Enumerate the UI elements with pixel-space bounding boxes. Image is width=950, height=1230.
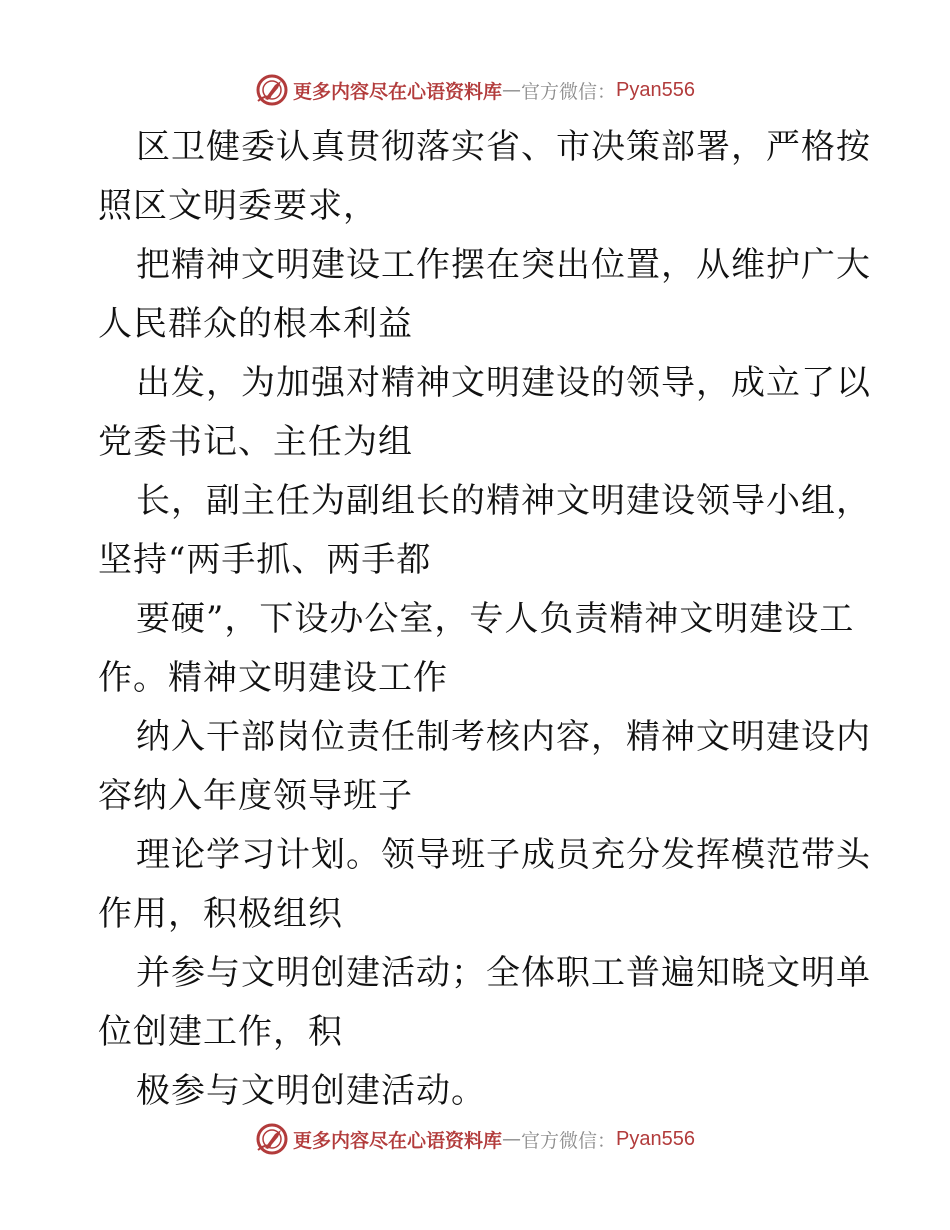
- text-line: 要硬”，下设办公室，专人负责精神文明建设工: [136, 599, 855, 639]
- text-line: 理论学习计划。领导班子成员充分发挥模范带头: [136, 835, 871, 875]
- banner-main-text: 更多内容尽在心语资料库: [293, 80, 503, 103]
- text-line: 党委书记、主任为组: [98, 422, 413, 462]
- banner-wechat-id: Pyan556: [616, 1127, 695, 1150]
- banner-dash: —: [502, 79, 522, 101]
- document-body: [98, 118, 871, 1121]
- footer-watermark-banner: [0, 1119, 950, 1159]
- banner-main-text: 更多内容尽在心语资料库: [293, 1129, 503, 1152]
- text-line: 纳入干部岗位责任制考核内容，精神文明建设内: [136, 717, 871, 757]
- text-line: 作。精神文明建设工作: [98, 658, 448, 698]
- text-line: 并参与文明创建活动；全体职工普遍知晓文明单: [136, 953, 871, 993]
- text-line: 容纳入年度领导班子: [98, 776, 413, 816]
- pen-nib-logo-icon: [255, 73, 289, 107]
- text-line: 坚持“两手抓、两手都: [98, 540, 432, 580]
- text-line: 极参与文明创建活动。: [136, 1071, 486, 1111]
- text-line: 区卫健委认真贯彻落实省、市决策部署，严格按: [136, 127, 871, 167]
- text-line: 人民群众的根本利益: [98, 304, 413, 344]
- text-line: 位创建工作，积: [98, 1012, 343, 1052]
- text-line: 出发，为加强对精神文明建设的领导，成立了以: [136, 363, 871, 403]
- text-line: 作用，积极组织: [98, 894, 343, 934]
- header-watermark-banner: [0, 70, 950, 110]
- banner-sub-text: 官方微信：: [521, 80, 617, 103]
- banner-dash: —: [502, 1128, 522, 1150]
- pen-nib-logo-icon: [255, 1122, 289, 1156]
- banner-sub-text: 官方微信：: [521, 1129, 617, 1152]
- text-line: 长，副主任为副组长的精神文明建设领导小组，: [136, 481, 871, 521]
- text-line: 把精神文明建设工作摆在突出位置，从维护广大: [136, 245, 871, 285]
- banner-wechat-id: Pyan556: [616, 78, 695, 101]
- text-line: 照区文明委要求，: [98, 186, 378, 226]
